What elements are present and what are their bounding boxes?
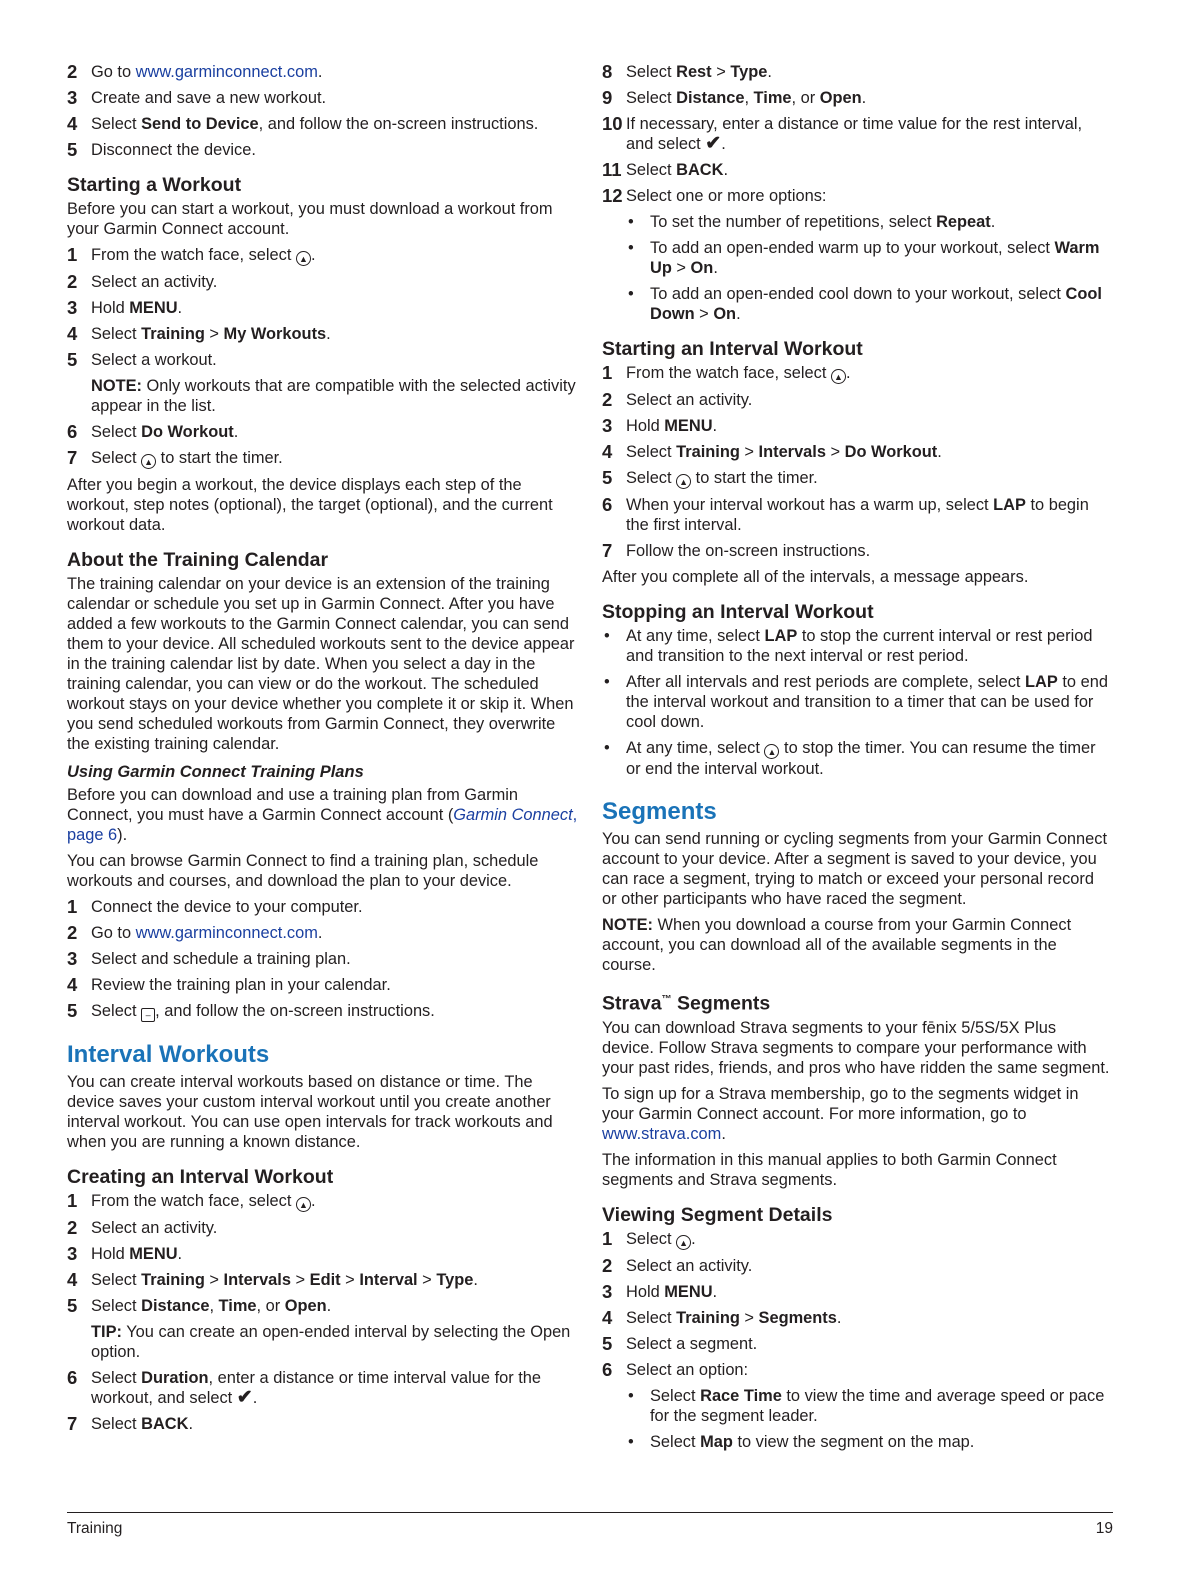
step: 4 Select Training > Intervals > Do Workout. (602, 441, 942, 462)
step: 11 Select BACK. (602, 159, 729, 180)
step: 3 Hold MENU. (67, 1243, 183, 1264)
paragraph: Before you can download and use a training plan from Garmin Connect, you must have a Garmin Connect account (Garmin Connect, page 6). (67, 786, 578, 844)
step: 3 Create and save a new workout. (67, 87, 327, 108)
paragraph: You can create interval workouts based on distance or time. The device saves your custom interval workout until you create another interval workout. You can use open intervals for track workouts and when you are running a known distance. (67, 1073, 553, 1151)
step: 1 From the watch face, select ▲ . (602, 362, 851, 383)
step: 7 Follow the on-screen instructions. (602, 540, 871, 561)
paragraph: After you begin a workout, the device displays each step of the workout, step notes (optional), the target (optional), and the current workout data. (67, 476, 553, 534)
checkmark-icon: ✔ (236, 1387, 253, 1408)
start-stop-button-icon: ▲ (676, 474, 691, 489)
step: 3 Hold MENU. (67, 297, 183, 318)
step: 1 From the watch face, select ▲ . (67, 244, 316, 265)
subsection-heading: Using Garmin Connect Training Plans (67, 763, 364, 781)
start-stop-button-icon: ▲ (296, 1197, 311, 1212)
tip: TIP: You can create an open-ended interval by selecting the Open option. (91, 1323, 571, 1361)
step: 1 Select ▲ . (602, 1227, 696, 1249)
step: 6 When your interval workout has a warm up, select LAP to begin the first interval. (602, 494, 1089, 534)
bullet-item: • At any time, select ▲ to stop the timer. You can resume the timer or end the interval workout. (604, 739, 1096, 778)
step: 3 Select and schedule a training plan. (67, 948, 351, 969)
section-heading: Strava™ Segments (602, 992, 771, 1015)
section-heading: Viewing Segment Details (602, 1203, 833, 1226)
bullet-item: • To add an open-ended cool down to your workout, select Cool Down > On. (628, 285, 1102, 323)
step: 4 Select Send to Device, and follow the on-screen instructions. (67, 113, 539, 134)
page-number: 19 (1095, 1520, 1113, 1537)
step: 2 Select an activity. (67, 271, 218, 292)
step: 5 Select Distance, Time, or Open. (67, 1295, 332, 1316)
paragraph: Before you can start a workout, you must download a workout from your Garmin Connect account. (67, 200, 553, 238)
paragraph: You can send running or cycling segments from your Garmin Connect account to your device. After a segment is saved to your device, you can race a segment, trying to match or exceed your personal record or other participants who have raced the segment. (602, 830, 1108, 908)
chapter-heading: Interval Workouts (67, 1041, 270, 1068)
note: NOTE: When you download a course from your Garmin Connect account, you can download all of the available segments in the course. (602, 916, 1072, 974)
start-stop-button-icon: ▲ (831, 369, 846, 384)
section-heading: About the Training Calendar (67, 549, 329, 571)
bullet-item: • To add an open-ended warm up to your workout, select Warm Up > On. (628, 239, 1100, 277)
step: 2 Go to www.garminconnect.com. (67, 922, 323, 943)
garminconnect-link[interactable]: www.garminconnect.com (135, 63, 318, 81)
checkmark-icon: ✔ (705, 133, 722, 154)
step: 6 Select Duration, enter a distance or time interval value for the workout, and select ✔. (67, 1367, 542, 1408)
paragraph: The information in this manual applies to both Garmin Connect segments and Strava segments. (602, 1150, 1057, 1189)
left-column (67, 62, 579, 1440)
step: 7 Select BACK. (67, 1413, 194, 1434)
step: 2 Select an activity. (602, 389, 753, 410)
step: 2 Select an activity. (67, 1217, 218, 1238)
right-column (602, 62, 1112, 1458)
step: 1 From the watch face, select ▲ . (67, 1190, 316, 1211)
strava-link[interactable]: www.strava.com (602, 1124, 722, 1143)
step: 9 Select Distance, Time, or Open. (602, 87, 867, 108)
step: 1 Connect the device to your computer. (67, 896, 363, 917)
start-stop-button-icon: ▲ (296, 251, 311, 266)
step: 4 Review the training plan in your calendar. (67, 974, 391, 995)
step: 2 Select an activity. (602, 1254, 753, 1276)
paragraph: The training calendar on your device is an extension of the training calendar or schedule you set up in Garmin Connect. After you have added a few workouts to the Garmin Connect calendar, you can send them to your device. All scheduled workouts sent to the device appear in the training calendar list by date. When you select a day in the training calendar, you can view or do the workout. The scheduled workout stays on your device whether you complete it or skip it. When you send scheduled workouts from Garmin Connect, they overwrite the existing training calendar. (67, 575, 575, 753)
garminconnect-link[interactable]: www.garminconnect.com (135, 924, 318, 942)
start-stop-button-icon: ▲ (141, 454, 156, 469)
step: 4 Select Training > Segments. (602, 1306, 842, 1328)
section-heading: Creating an Interval Workout (67, 1166, 334, 1188)
footer-section: Training (67, 1520, 123, 1537)
bullet-item: • At any time, select LAP to stop the current interval or rest period and transition to the next interval or rest period. (604, 627, 1093, 665)
step: 3 Hold MENU. (602, 415, 718, 436)
step: 5 Select ▲ to start the timer. (602, 467, 818, 488)
paragraph: You can download Strava segments to your fēnix 5/5S/5X Plus device. Follow Strava segments to compare your performance with your past rides, friends, and pros who have ridden the same segment. (602, 1018, 1110, 1077)
note: NOTE: Only workouts that are compatible with the selected activity appear in the list. (91, 377, 576, 415)
bullet-item: • After all intervals and rest periods are complete, select LAP to end the interval workout and transition to a timer that can be used for cool down. (604, 673, 1108, 731)
page-footer (67, 1512, 1113, 1537)
section-heading: Starting a Workout (67, 174, 242, 196)
step: 8 Select Rest > Type. (602, 61, 772, 82)
step: 4 Select Training > My Workouts. (67, 323, 331, 344)
section-heading: Stopping an Interval Workout (602, 601, 874, 623)
step: 7 Select ▲ to start the timer. (67, 447, 283, 468)
chapter-heading: Segments (602, 798, 717, 825)
step: 2 Go to www.garminconnect.com. (67, 61, 323, 82)
step: 4 Select Training > Intervals > Edit > Interval > Type. (67, 1269, 478, 1290)
step: 5 Select a segment. (602, 1332, 758, 1354)
bullet-item: • To set the number of repetitions, select Repeat. (628, 213, 996, 231)
step: 12 Select one or more options: (602, 185, 827, 206)
step: 10 If necessary, enter a distance or time value for the rest interval, and select ✔. (602, 113, 1083, 154)
bullet-item: • Select Map to view the segment on the map. (628, 1432, 975, 1451)
step: 5 Select a workout. (67, 349, 217, 370)
step: 5 Select – , and follow the on-screen instructions. (67, 1000, 435, 1021)
step: 3 Hold MENU. (602, 1280, 718, 1302)
send-icon: – (141, 1008, 155, 1022)
step: 6 Select an option: (602, 1358, 749, 1380)
section-heading: Starting an Interval Workout (602, 338, 863, 360)
paragraph: You can browse Garmin Connect to find a training plan, schedule workouts and courses, and download the plan to your device. (67, 852, 539, 890)
bullet-item: • Select Race Time to view the time and average speed or pace for the segment leader. (628, 1386, 1105, 1425)
start-stop-button-icon: ▲ (676, 1235, 691, 1250)
paragraph: To sign up for a Strava membership, go to the segments widget in your Garmin Connect account. For more information, go to www.strava.com. (602, 1084, 1079, 1143)
paragraph: After you complete all of the intervals, a message appears. (602, 568, 1029, 586)
step: 5 Disconnect the device. (67, 139, 256, 160)
start-stop-button-icon: ▲ (764, 744, 779, 759)
garmin-connect-xref-link[interactable]: Garmin Connect (453, 806, 573, 824)
step: 6 Select Do Workout. (67, 421, 239, 442)
